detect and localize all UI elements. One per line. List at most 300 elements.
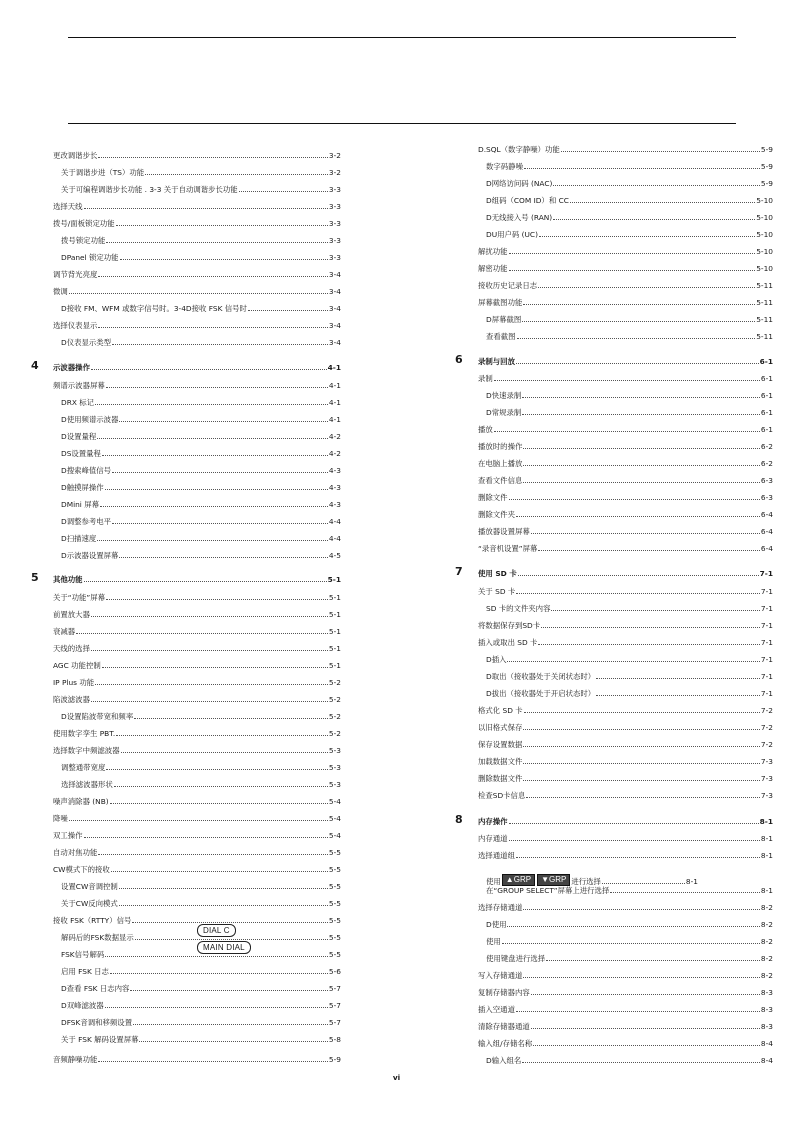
chapter-number: 6 bbox=[455, 353, 463, 366]
toc-leader bbox=[517, 338, 756, 339]
toc-entry-page: 5-1 bbox=[327, 575, 341, 584]
grp-page: 8-1 bbox=[685, 877, 698, 886]
toc-entry[interactable] bbox=[53, 642, 341, 653]
toc-entry[interactable] bbox=[478, 457, 773, 468]
toc-entry-page: 5-9 bbox=[760, 162, 773, 171]
toc-entry-title: 以旧格式保存 bbox=[478, 723, 523, 732]
toc-leader bbox=[516, 593, 760, 594]
toc-leader bbox=[509, 840, 760, 841]
toc-entry[interactable] bbox=[478, 423, 773, 434]
toc-leader bbox=[602, 883, 685, 884]
toc-entry-page: 6-1 bbox=[760, 408, 773, 417]
toc-entry-page: 7-1 bbox=[760, 621, 773, 630]
toc-entry[interactable] bbox=[53, 481, 341, 492]
toc-entry[interactable] bbox=[53, 379, 341, 390]
toc-entry-page: 4-2 bbox=[328, 449, 341, 458]
toc-entry-title: 复制存储器内容 bbox=[478, 988, 530, 997]
toc-entry-title: D取出（接收器处于关闭状态时） bbox=[486, 672, 596, 681]
toc-entry-title: 播放器设置屏幕 bbox=[478, 527, 530, 536]
toc-entry-page: 4-4 bbox=[328, 534, 341, 543]
toc-leader bbox=[119, 888, 328, 889]
toc-entry[interactable] bbox=[478, 296, 773, 307]
toc-entry-page: 5-7 bbox=[328, 1001, 341, 1010]
toc-entry-page: 8-2 bbox=[760, 937, 773, 946]
toc-leader bbox=[507, 926, 759, 927]
toc-entry-page: 5-10 bbox=[756, 230, 773, 239]
toc-entry-title: 删除文件夹 bbox=[478, 510, 515, 519]
toc-entry-title: 天线的选择 bbox=[53, 644, 90, 653]
toc-leader bbox=[95, 684, 328, 685]
toc-entry[interactable] bbox=[53, 897, 341, 908]
toc-entry[interactable] bbox=[478, 789, 773, 800]
toc-leader bbox=[539, 236, 755, 237]
toc-entry-title: D调整参考电平 bbox=[61, 517, 112, 526]
toc-entry[interactable] bbox=[53, 532, 341, 543]
toc-entry-page: 3-3 bbox=[328, 253, 341, 262]
toc-entry-page: 8-4 bbox=[760, 1056, 773, 1065]
toc-entry-page: 4-1 bbox=[328, 398, 341, 407]
toc-entry[interactable] bbox=[478, 653, 773, 664]
toc-entry[interactable] bbox=[478, 901, 773, 912]
toc-entry-page: 3-4 bbox=[328, 270, 341, 279]
toc-entry-title: 在“GROUP SELECT”屏幕上进行选择 bbox=[486, 886, 610, 895]
toc-entry[interactable] bbox=[53, 863, 341, 874]
toc-entry[interactable] bbox=[53, 795, 341, 806]
toc-entry[interactable] bbox=[53, 166, 341, 177]
toc-entry[interactable] bbox=[53, 413, 341, 424]
toc-leader bbox=[523, 977, 760, 978]
toc-entry[interactable] bbox=[478, 228, 773, 239]
toc-entry[interactable] bbox=[478, 670, 773, 681]
toc-entry-title: 查看文件信息 bbox=[478, 476, 523, 485]
toc-entry-title: 解密功能 bbox=[478, 264, 508, 273]
toc-entry-title: 关于“功能”屏幕 bbox=[53, 593, 106, 602]
toc-entry-title: DMini 屏幕 bbox=[61, 500, 99, 509]
toc-entry-title: 接收 FSK（RTTY）信号 bbox=[53, 916, 132, 925]
toc-entry[interactable] bbox=[53, 515, 341, 526]
toc-entry[interactable] bbox=[53, 285, 341, 296]
grp-up-key-icon: ▲GRP bbox=[502, 874, 535, 886]
grp-prefix: 使用 bbox=[486, 877, 501, 886]
toc-entry[interactable] bbox=[478, 194, 773, 205]
toc-entry[interactable] bbox=[478, 738, 773, 749]
toc-entry[interactable] bbox=[478, 525, 773, 536]
toc-entry-page: 5-2 bbox=[328, 695, 341, 704]
toc-entry-title: 陷波滤波器 bbox=[53, 695, 90, 704]
toc-entry[interactable] bbox=[53, 744, 341, 755]
toc-entry[interactable] bbox=[53, 549, 341, 560]
toc-leader bbox=[139, 1041, 327, 1042]
toc-entry[interactable] bbox=[478, 313, 773, 324]
toc-entry[interactable] bbox=[53, 149, 341, 160]
toc-leader bbox=[98, 854, 328, 855]
toc-entry-page: 6-3 bbox=[760, 476, 773, 485]
toc-entry[interactable] bbox=[53, 710, 341, 721]
toc-entry-page: 8-2 bbox=[760, 971, 773, 980]
toc-entry[interactable] bbox=[478, 772, 773, 783]
toc-entry[interactable] bbox=[53, 591, 341, 602]
toc-leader bbox=[523, 909, 760, 910]
toc-entry-title: D插入 bbox=[486, 655, 507, 664]
toc-leader bbox=[610, 892, 760, 893]
toc-leader bbox=[522, 397, 760, 398]
toc-entry-title: 前置放大器 bbox=[53, 610, 90, 619]
toc-entry-page: 5-11 bbox=[756, 315, 773, 324]
toc-entry[interactable] bbox=[478, 1037, 773, 1048]
toc-entry-page: 6-3 bbox=[760, 493, 773, 502]
toc-entry-title: 数字码静噪 bbox=[486, 162, 523, 171]
toc-entry-title: 使用键盘进行选择 bbox=[486, 954, 546, 963]
toc-leader bbox=[523, 448, 760, 449]
toc-entry-title: 设置CW音调控制 bbox=[61, 882, 118, 891]
toc-leader bbox=[105, 489, 328, 490]
toc-leader bbox=[112, 472, 328, 473]
toc-entry-title: 音频静噪功能 bbox=[53, 1055, 98, 1064]
toc-entry-page: 5-4 bbox=[328, 831, 341, 840]
toc-leader bbox=[516, 363, 759, 364]
toc-entry-title: 关于 SD 卡 bbox=[478, 587, 516, 596]
toc-entry-page: 8-2 bbox=[760, 954, 773, 963]
toc-leader bbox=[502, 943, 760, 944]
toc-entry-title: D设置陷波带宽和频率 bbox=[61, 712, 134, 721]
toc-entry-page: 7-3 bbox=[760, 757, 773, 766]
toc-entry[interactable] bbox=[53, 676, 341, 687]
toc-leader bbox=[533, 1045, 760, 1046]
toc-entry-page: 5-5 bbox=[328, 933, 341, 942]
toc-entry[interactable] bbox=[478, 1054, 773, 1065]
toc-entry[interactable] bbox=[53, 183, 341, 194]
toc-entry[interactable] bbox=[478, 406, 773, 417]
toc-entry[interactable] bbox=[478, 721, 773, 732]
toc-leader bbox=[84, 837, 328, 838]
toc-leader bbox=[111, 871, 328, 872]
toc-leader bbox=[524, 168, 760, 169]
toc-entry-page: 4-4 bbox=[328, 517, 341, 526]
toc-entry-page: 5-2 bbox=[328, 712, 341, 721]
toc-entry[interactable] bbox=[53, 880, 341, 891]
toc-leader bbox=[509, 823, 759, 824]
toc-entry[interactable] bbox=[53, 336, 341, 347]
toc-entry[interactable] bbox=[53, 625, 341, 636]
toc-leader bbox=[95, 404, 328, 405]
toc-entry-title: D设置量程 bbox=[61, 432, 97, 441]
toc-entry-title: 自动对焦功能 bbox=[53, 848, 98, 857]
toc-entry[interactable] bbox=[478, 636, 773, 647]
toc-entry[interactable] bbox=[478, 755, 773, 766]
toc-leader bbox=[91, 701, 328, 702]
toc-entry[interactable] bbox=[478, 704, 773, 715]
toc-entry[interactable] bbox=[478, 619, 773, 630]
toc-entry[interactable] bbox=[478, 602, 773, 613]
toc-entry[interactable] bbox=[478, 143, 773, 154]
toc-entry[interactable] bbox=[53, 234, 341, 245]
toc-entry-title: 关于 FSK 解码设置屏幕 bbox=[61, 1035, 139, 1044]
toc-entry-page: 5-5 bbox=[328, 950, 341, 959]
toc-chapter-heading[interactable] bbox=[53, 573, 341, 584]
toc-entry-title: 更改调谐步长 bbox=[53, 151, 98, 160]
toc-leader bbox=[110, 973, 328, 974]
toc-entry-page: 5-11 bbox=[756, 332, 773, 341]
toc-entry[interactable] bbox=[478, 279, 773, 290]
toc-entry-page: 3-2 bbox=[328, 168, 341, 177]
toc-entry[interactable] bbox=[53, 727, 341, 738]
toc-leader bbox=[541, 627, 760, 628]
toc-entry[interactable] bbox=[53, 464, 341, 475]
toc-entry[interactable] bbox=[478, 687, 773, 698]
toc-entry-page: 5-7 bbox=[328, 1018, 341, 1027]
toc-entry[interactable] bbox=[53, 914, 341, 925]
toc-entry[interactable] bbox=[53, 1053, 341, 1064]
grp-select-entry[interactable] bbox=[478, 873, 698, 886]
toc-entry-page: 8-4 bbox=[760, 1039, 773, 1048]
toc-entry-title: D组码（COM ID）和 CC bbox=[486, 196, 569, 205]
toc-entry[interactable] bbox=[53, 659, 341, 670]
toc-entry-title: 解码后的FSK数据显示 bbox=[61, 933, 134, 942]
toc-leader bbox=[116, 735, 328, 736]
toc-entry-title: 降噪 bbox=[53, 814, 68, 823]
toc-entry[interactable] bbox=[53, 693, 341, 704]
toc-entry-page: 5-3 bbox=[328, 746, 341, 755]
toc-entry-title: 选择滤波器形状 bbox=[61, 780, 113, 789]
toc-entry[interactable] bbox=[478, 211, 773, 222]
toc-entry[interactable] bbox=[478, 330, 773, 341]
toc-entry[interactable] bbox=[53, 498, 341, 509]
toc-entry[interactable] bbox=[478, 389, 773, 400]
toc-leader bbox=[91, 616, 328, 617]
toc-leader bbox=[105, 956, 328, 957]
toc-entry-page: 5-7 bbox=[328, 984, 341, 993]
toc-entry[interactable] bbox=[478, 474, 773, 485]
toc-leader bbox=[116, 225, 328, 226]
chapter-number: 5 bbox=[31, 571, 39, 584]
toc-entry-page: 5-9 bbox=[328, 1055, 341, 1064]
toc-entry-page: 4-1 bbox=[328, 381, 341, 390]
toc-entry[interactable] bbox=[478, 245, 773, 256]
toc-entry-page: 5-1 bbox=[328, 644, 341, 653]
toc-chapter-heading[interactable] bbox=[478, 567, 773, 578]
toc-entry-title: 关于调谐步进（TS）功能 bbox=[61, 168, 145, 177]
toc-entry-page: 5-3 bbox=[328, 763, 341, 772]
toc-entry-title: 录制 bbox=[478, 374, 493, 383]
toc-entry[interactable] bbox=[53, 268, 341, 279]
toc-entry-page: 5-9 bbox=[760, 179, 773, 188]
toc-entry[interactable] bbox=[53, 965, 341, 976]
toc-entry-page: 7-2 bbox=[760, 723, 773, 732]
toc-leader bbox=[102, 455, 328, 456]
toc-entry[interactable] bbox=[478, 542, 773, 553]
toc-entry-page: 5-6 bbox=[328, 967, 341, 976]
toc-entry-title: 检查SD卡信息 bbox=[478, 791, 526, 800]
toc-entry[interactable] bbox=[53, 778, 341, 789]
toc-leader bbox=[112, 523, 328, 524]
toc-entry-title: 使用 SD 卡 bbox=[478, 569, 517, 578]
toc-entry[interactable] bbox=[478, 969, 773, 980]
toc-chapter-heading[interactable] bbox=[478, 355, 773, 366]
toc-entry-page: 5-10 bbox=[756, 264, 773, 273]
toc-entry-page: 7-2 bbox=[760, 706, 773, 715]
toc-entry-page: 3-4 bbox=[328, 338, 341, 347]
toc-entry-title: 删除数据文件 bbox=[478, 774, 523, 783]
toc-leader bbox=[110, 803, 328, 804]
toc-leader bbox=[546, 960, 760, 961]
toc-entry[interactable] bbox=[53, 1016, 341, 1027]
toc-entry[interactable] bbox=[478, 832, 773, 843]
toc-entry-page: 6-4 bbox=[760, 544, 773, 553]
toc-entry-page: 5-11 bbox=[756, 281, 773, 290]
toc-entry[interactable] bbox=[53, 999, 341, 1010]
toc-entry[interactable] bbox=[53, 396, 341, 407]
toc-entry-title: DRX 标记 bbox=[61, 398, 95, 407]
toc-entry-title: D示波器设置屏幕 bbox=[61, 551, 119, 560]
toc-entry[interactable] bbox=[478, 262, 773, 273]
toc-entry-title: 选择仪表显示 bbox=[53, 321, 98, 330]
toc-entry[interactable] bbox=[478, 440, 773, 451]
toc-entry-title: 加载数据文件 bbox=[478, 757, 523, 766]
toc-entry-page: 3-3 bbox=[328, 236, 341, 245]
toc-entry[interactable] bbox=[53, 217, 341, 228]
toc-entry-title: D屏幕截图 bbox=[486, 315, 522, 324]
toc-entry-page: 7-1 bbox=[760, 655, 773, 664]
toc-entry[interactable] bbox=[478, 1020, 773, 1031]
toc-entry-title: D常规录制 bbox=[486, 408, 522, 417]
toc-entry-title: “录音机设置”屏幕 bbox=[478, 544, 538, 553]
toc-entry[interactable] bbox=[53, 812, 341, 823]
toc-entry[interactable] bbox=[478, 508, 773, 519]
toc-entry[interactable] bbox=[478, 849, 773, 860]
toc-chapter-heading[interactable] bbox=[478, 815, 773, 826]
toc-leader bbox=[100, 506, 328, 507]
toc-entry[interactable] bbox=[478, 177, 773, 188]
toc-leader bbox=[239, 191, 328, 192]
toc-leader bbox=[570, 202, 755, 203]
toc-entry-page: 3-4 bbox=[328, 304, 341, 313]
toc-entry-title: 启用 FSK 日志 bbox=[61, 967, 109, 976]
toc-leader bbox=[524, 712, 760, 713]
toc-leader bbox=[523, 746, 760, 747]
toc-entry-title: 查看截图 bbox=[486, 332, 516, 341]
toc-leader bbox=[114, 786, 328, 787]
toc-leader bbox=[132, 922, 328, 923]
toc-leader bbox=[516, 516, 760, 517]
toc-entry-page: 5-5 bbox=[328, 882, 341, 891]
toc-entry[interactable] bbox=[53, 319, 341, 330]
toc-entry-page: 5-1 bbox=[328, 627, 341, 636]
toc-leader bbox=[84, 208, 328, 209]
toc-entry-page: 6-1 bbox=[760, 391, 773, 400]
toc-leader bbox=[135, 939, 328, 940]
toc-entry-page: 5-5 bbox=[328, 848, 341, 857]
toc-entry-page: 8-3 bbox=[760, 988, 773, 997]
toc-entry-page: 3-3 bbox=[328, 202, 341, 211]
toc-entry[interactable] bbox=[53, 302, 341, 313]
toc-entry[interactable] bbox=[478, 160, 773, 171]
toc-entry[interactable] bbox=[478, 952, 773, 963]
grp-down-key-icon: ▼GRP bbox=[537, 874, 570, 886]
toc-entry-page: 4-5 bbox=[328, 551, 341, 560]
toc-leader bbox=[538, 550, 760, 551]
toc-entry-page: 4-3 bbox=[328, 500, 341, 509]
toc-entry-page: 4-1 bbox=[327, 363, 341, 372]
grp-suffix: 进行选择 bbox=[571, 877, 601, 886]
toc-leader bbox=[248, 310, 328, 311]
toc-leader bbox=[507, 661, 759, 662]
toc-entry[interactable] bbox=[478, 986, 773, 997]
toc-entry-title: D输入组名 bbox=[486, 1056, 522, 1065]
toc-leader bbox=[106, 769, 328, 770]
toc-entry-title: 清除存储器通道 bbox=[478, 1022, 530, 1031]
toc-leader bbox=[133, 1024, 328, 1025]
toc-entry[interactable] bbox=[478, 491, 773, 502]
toc-entry-page: 5-4 bbox=[328, 797, 341, 806]
toc-entry-page: 5-10 bbox=[756, 213, 773, 222]
toc-entry-page: 7-3 bbox=[760, 791, 773, 800]
toc-entry-title: IP Plus 功能 bbox=[53, 678, 95, 687]
toc-entry[interactable] bbox=[53, 846, 341, 857]
toc-entry[interactable] bbox=[53, 200, 341, 211]
toc-entry-title: D使用 bbox=[486, 920, 507, 929]
toc-entry-title: DFSK音调和移频设置 bbox=[61, 1018, 133, 1027]
toc-entry-title: 选择通道组 bbox=[478, 851, 515, 860]
toc-entry[interactable] bbox=[53, 982, 341, 993]
toc-entry-page: 5-9 bbox=[760, 145, 773, 154]
toc-leader bbox=[102, 667, 328, 668]
toc-entry-page: 8-1 bbox=[760, 886, 773, 895]
toc-leader bbox=[91, 369, 327, 370]
toc-entry-title: 内存通道 bbox=[478, 834, 508, 843]
toc-leader bbox=[522, 321, 755, 322]
toc-entry-title: 其他功能 bbox=[53, 575, 83, 584]
toc-entry-title: D仪表显示类型 bbox=[61, 338, 112, 347]
toc-chapter-heading[interactable] bbox=[53, 361, 341, 372]
toc-leader bbox=[76, 633, 328, 634]
toc-leader bbox=[98, 1061, 328, 1062]
toc-entry-title: 录制与回放 bbox=[478, 357, 515, 366]
toc-entry-title: 关于可编程调谐步长功能 . 3-3 关于自动调谐步长功能 bbox=[61, 185, 238, 194]
toc-entry[interactable] bbox=[53, 608, 341, 619]
toc-entry[interactable] bbox=[53, 430, 341, 441]
toc-entry-page: 5-4 bbox=[328, 814, 341, 823]
toc-entry-page: 7-1 bbox=[760, 587, 773, 596]
toc-entry-title: D拔出（接收器处于开启状态时） bbox=[486, 689, 596, 698]
toc-entry[interactable] bbox=[53, 829, 341, 840]
toc-entry-title: DPanel 锁定功能 bbox=[61, 253, 119, 262]
toc-leader bbox=[523, 729, 760, 730]
toc-entry-title: 播放 bbox=[478, 425, 493, 434]
toc-leader bbox=[523, 465, 760, 466]
toc-entry[interactable] bbox=[53, 251, 341, 262]
toc-entry[interactable] bbox=[478, 372, 773, 383]
toc-entry-page: 3-4 bbox=[328, 321, 341, 330]
toc-leader bbox=[596, 695, 760, 696]
toc-entry[interactable] bbox=[53, 447, 341, 458]
toc-leader bbox=[119, 557, 327, 558]
toc-entry[interactable] bbox=[478, 935, 773, 946]
toc-leader bbox=[523, 763, 760, 764]
toc-leader bbox=[526, 797, 760, 798]
toc-leader bbox=[596, 678, 760, 679]
toc-entry-page: 7-1 bbox=[760, 604, 773, 613]
toc-leader bbox=[69, 820, 328, 821]
toc-entry[interactable] bbox=[478, 585, 773, 596]
toc-entry[interactable] bbox=[478, 1003, 773, 1014]
toc-leader bbox=[106, 387, 328, 388]
toc-entry[interactable] bbox=[53, 761, 341, 772]
toc-leader bbox=[551, 610, 759, 611]
toc-entry[interactable] bbox=[478, 918, 773, 929]
toc-entry-page: 6-1 bbox=[760, 374, 773, 383]
toc-entry[interactable] bbox=[53, 1033, 341, 1044]
toc-entry-page: 3-4 bbox=[328, 287, 341, 296]
